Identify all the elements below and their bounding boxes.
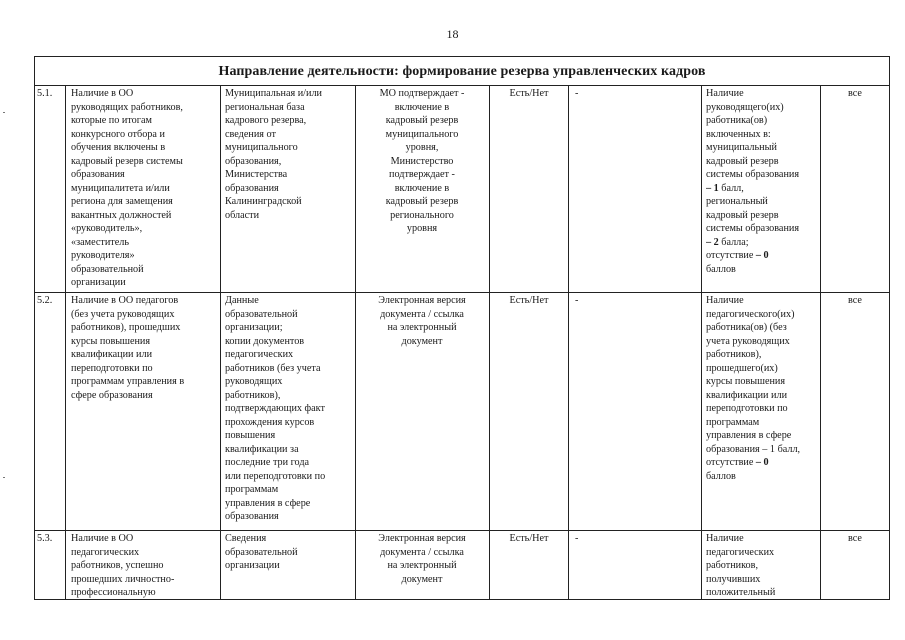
score-points: – 0 <box>755 250 769 261</box>
score-points: – 1 <box>706 182 719 194</box>
cell-form: Есть/Нет <box>509 88 549 99</box>
cell-line: организации; <box>225 322 283 333</box>
cell-line: кадровый резерв <box>706 155 779 167</box>
cell-line: образования <box>71 169 125 180</box>
cell-line: программам <box>706 416 760 428</box>
cell-line: на электронный <box>387 322 457 333</box>
cell-line: сфере образования <box>71 389 153 401</box>
cell-line: образования, <box>225 155 282 167</box>
cell-line: «заместитель <box>71 236 129 248</box>
cell-line: на электронный <box>387 560 457 571</box>
cell-line: – 2 балла; <box>706 236 749 248</box>
cell-line: копии документов <box>225 335 305 347</box>
cell-line: управления в сфере <box>706 430 792 441</box>
cell-line: программам <box>225 484 279 495</box>
row-divider-2 <box>34 530 890 531</box>
cell-line: организации <box>225 560 280 571</box>
cell-score <box>706 294 819 529</box>
cell-line: образования – 1 балл, <box>706 443 801 455</box>
cell-line: документ <box>401 335 443 347</box>
cell-line: – 1 балл, <box>706 182 744 194</box>
col-divider-indicator <box>220 85 221 600</box>
cell-line: Данные <box>225 295 259 306</box>
cell-line: включенных в: <box>706 128 771 140</box>
cell-line: работника(ов) <box>706 115 768 126</box>
cell-score <box>706 532 819 598</box>
cell-line: курсы повышения <box>706 376 786 387</box>
cell-line: образовательной <box>225 546 298 558</box>
cell-line: МО подтверждает - <box>379 88 465 99</box>
cell-indicator <box>71 294 218 529</box>
cell-confirmation <box>357 532 487 598</box>
cell-line: Министерства <box>225 169 288 180</box>
cell-line: уровня <box>406 223 438 234</box>
cell-line: или переподготовки по <box>225 470 326 482</box>
cell-line: квалификации за <box>225 443 299 455</box>
cell-line: обучения включены в <box>71 142 166 153</box>
cell-line: работников), прошедших <box>71 322 181 333</box>
cell-num: 5.2. <box>37 295 53 306</box>
cell-score <box>706 87 819 291</box>
row-divider-1 <box>34 292 890 293</box>
cell-line: руководящих <box>225 376 283 387</box>
score-points: – 0 <box>755 457 769 468</box>
cell-line: педагогического(их) <box>706 308 795 320</box>
table-bottom-border <box>34 599 890 600</box>
cell-line: педагогических <box>71 546 140 558</box>
cell-line: Электронная версия <box>378 295 466 306</box>
cell-line: педагогических <box>706 546 775 558</box>
cell-line: Наличие в ОО <box>71 533 134 544</box>
cell-line: руководителя» <box>71 250 135 261</box>
cell-line: положительный <box>706 587 776 598</box>
cell-line: работников, <box>706 560 758 571</box>
cell-line: работников, успешно <box>71 560 164 571</box>
col-divider-confirmation <box>489 85 490 600</box>
col-divider-score <box>820 85 821 600</box>
cell-line: работника(ов) (без <box>706 322 787 333</box>
cell-num: 5.3. <box>37 533 53 544</box>
cell-line: Наличие <box>706 88 744 99</box>
cell-line: Калининградской <box>225 196 302 207</box>
criteria-table <box>34 56 890 600</box>
cell-line: которые по итогам <box>71 115 152 126</box>
cell-form: Есть/Нет <box>509 295 549 306</box>
cell-line: учета руководящих <box>706 335 790 347</box>
cell-line: образования <box>225 182 279 194</box>
cell-line: получивших <box>706 573 761 585</box>
cell-line: «руководитель», <box>71 223 143 234</box>
cell-line: прошедшего(их) <box>706 362 778 374</box>
scan-mark <box>3 477 5 478</box>
page-number: 18 <box>446 27 459 41</box>
cell-line: квалификации или <box>71 349 153 360</box>
cell-line: Электронная версия <box>378 533 466 544</box>
cell-line: конкурсного отбора и <box>71 128 165 140</box>
cell-line: муниципальный <box>706 142 777 153</box>
cell-line: региональная база <box>225 101 305 113</box>
table-right-border <box>889 56 890 600</box>
cell-line: региональный <box>706 196 768 207</box>
cell-line: программам управления в <box>71 376 185 387</box>
col-divider-extra <box>701 85 702 600</box>
table-top-border <box>34 56 890 57</box>
cell-line: подтверждающих факт <box>225 403 325 414</box>
cell-line: Наличие в ОО педагогов <box>71 295 179 306</box>
cell-line: Муниципальная и/или <box>225 88 322 99</box>
cell-line: кадровый резерв <box>385 196 459 207</box>
cell-line: вакантных должностей <box>71 209 172 221</box>
col-divider-num <box>65 85 66 600</box>
cell-line: системы образования <box>706 169 800 180</box>
table-left-border <box>34 56 35 600</box>
cell-line: баллов <box>706 470 736 482</box>
cell-num: 5.1. <box>37 88 53 99</box>
col-divider-source <box>355 85 356 600</box>
cell-confirmation <box>357 87 487 291</box>
cell-line: образовательной <box>225 308 298 320</box>
cell-extra: - <box>575 533 579 544</box>
cell-line: кадровый резерв <box>706 209 779 221</box>
cell-applies: все <box>848 533 862 544</box>
cell-line: региона для замещения <box>71 196 173 207</box>
cell-line: образовательной <box>71 263 144 275</box>
title-row-divider <box>34 85 890 86</box>
cell-line: кадрового резерва, <box>225 115 307 126</box>
cell-indicator <box>71 87 218 291</box>
cell-line: профессиональную <box>71 587 156 598</box>
cell-line: документа / ссылка <box>380 308 464 320</box>
cell-line: квалификации или <box>706 389 788 401</box>
cell-line: последние три года <box>225 457 310 468</box>
section-title: Направление деятельности: формирование резерва управленческих кадров <box>218 64 706 79</box>
cell-line: уровня, <box>405 142 439 153</box>
cell-line: образования <box>225 511 279 522</box>
cell-extra: - <box>575 295 579 306</box>
cell-line: документ <box>401 573 443 585</box>
cell-line: отсутствие – 0 <box>706 457 769 468</box>
cell-line: отсутствие – 0 <box>706 250 769 261</box>
cell-line: Наличие <box>706 533 744 544</box>
cell-line: Наличие <box>706 295 744 306</box>
cell-source <box>225 532 353 598</box>
cell-line: включение в <box>394 101 450 113</box>
cell-line: педагогических <box>225 349 294 360</box>
cell-indicator <box>71 532 218 598</box>
cell-line: Наличие в ОО <box>71 88 134 99</box>
cell-line: переподготовки по <box>706 403 788 414</box>
cell-line: кадровый резерв системы <box>71 155 183 167</box>
cell-line: курсы повышения <box>71 335 151 347</box>
cell-line: работников), <box>706 349 762 360</box>
cell-line: управления в сфере <box>225 497 311 509</box>
cell-line: регионального <box>390 209 454 221</box>
cell-source <box>225 87 353 291</box>
cell-extra: - <box>575 88 579 99</box>
cell-line: кадровый резерв <box>385 115 459 126</box>
cell-line: работников (без учета <box>225 362 321 374</box>
cell-line: повышения <box>225 430 276 441</box>
cell-line: Министерство <box>390 155 454 167</box>
cell-applies: все <box>848 88 862 99</box>
cell-line: включение в <box>394 182 450 194</box>
cell-confirmation <box>357 294 487 529</box>
cell-line: подтверждает - <box>389 169 455 180</box>
cell-applies: все <box>848 295 862 306</box>
cell-line: документа / ссылка <box>380 546 464 558</box>
cell-line: области <box>225 209 260 221</box>
cell-line: системы образования <box>706 223 800 234</box>
cell-line: муниципалитета и/или <box>71 182 170 194</box>
cell-form: Есть/Нет <box>509 533 549 544</box>
scan-mark <box>3 112 5 113</box>
cell-source <box>225 294 353 529</box>
cell-line: баллов <box>706 263 736 275</box>
cell-line: руководящего(их) <box>706 101 784 113</box>
cell-line: муниципального <box>225 142 298 153</box>
cell-line: сведения от <box>225 128 276 140</box>
cell-line: работников), <box>225 389 281 401</box>
cell-line: руководящих работников, <box>71 101 183 113</box>
cell-line: прошедших личностно- <box>71 573 175 585</box>
col-divider-form <box>568 85 569 600</box>
cell-line: прохождения курсов <box>225 416 315 428</box>
cell-line: (без учета руководящих <box>71 308 175 320</box>
cell-line: переподготовки по <box>71 362 153 374</box>
cell-line: Сведения <box>225 533 267 544</box>
cell-line: организации <box>71 277 126 288</box>
score-points: – 2 <box>706 236 719 248</box>
cell-line: муниципального <box>385 128 459 140</box>
